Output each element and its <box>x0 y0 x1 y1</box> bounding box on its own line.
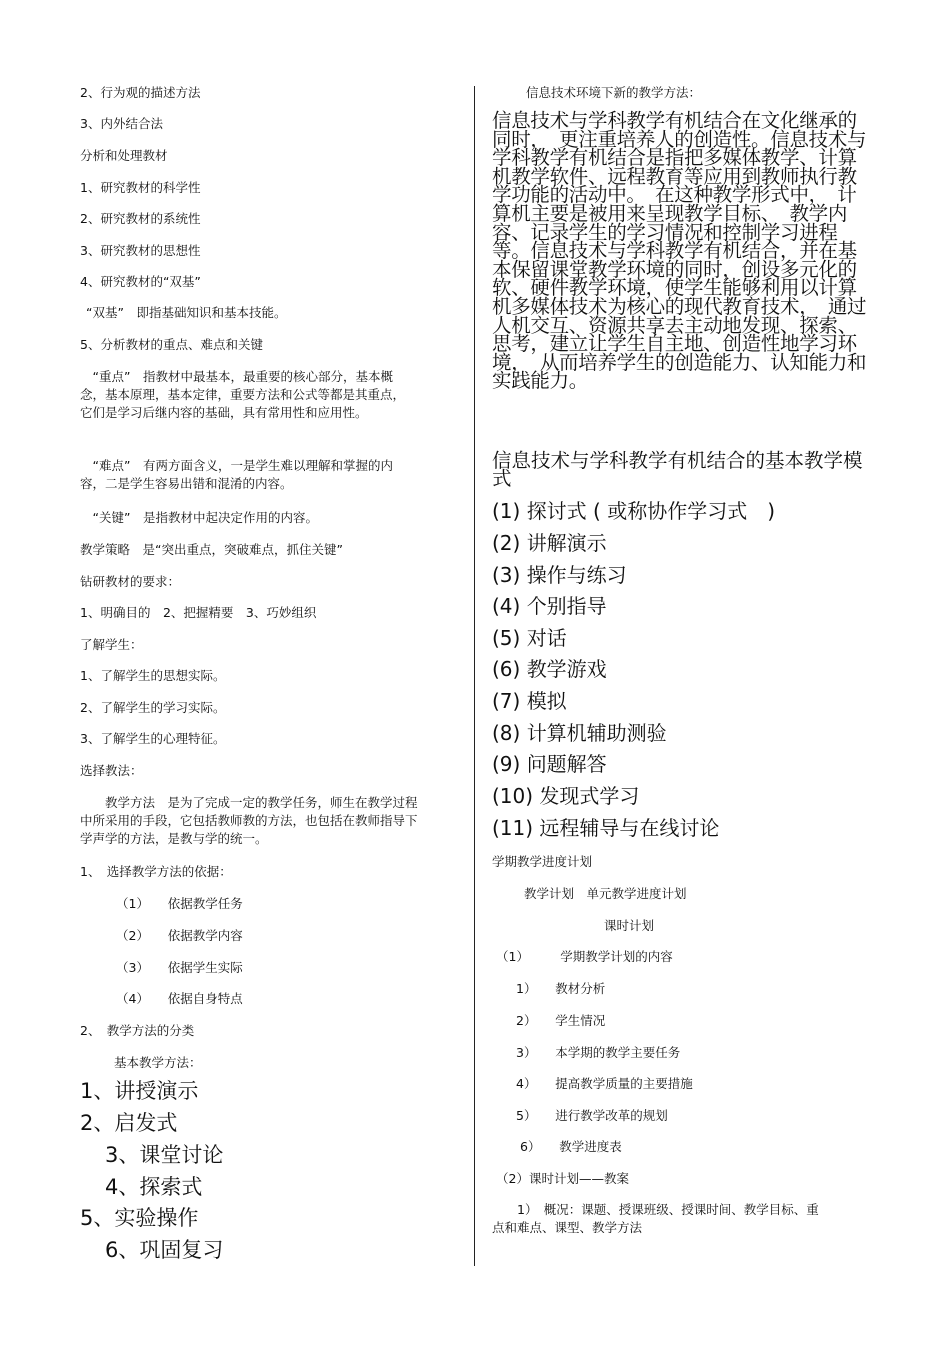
text-line: 教学计划 单元教学进度计划 <box>524 886 687 901</box>
method-item: 5、实验操作 <box>80 1206 199 1230</box>
text-line: 2、行为观的描述方法 <box>80 85 201 100</box>
list-item: （2） 依据教学内容 <box>116 928 243 943</box>
text-line: 1、明确目的 2、把握精要 3、巧妙组织 <box>80 605 317 620</box>
text-line: 课时计划 <box>604 918 655 933</box>
model-item: (6) 教学游戏 <box>492 657 607 681</box>
method-item: 3、课堂讨论 <box>105 1143 224 1167</box>
model-item: (8) 计算机辅助测验 <box>492 721 667 745</box>
list-item: 2） 学生情况 <box>516 1013 606 1028</box>
column-divider <box>474 86 475 1266</box>
list-item: （1） 依据教学任务 <box>116 896 243 911</box>
text-line: “关键” 是指教材中起决定作用的内容。 <box>80 510 318 525</box>
text-line: 选择教法： <box>80 763 143 778</box>
section-heading-models: 信息技术与学科教学有机结合的基本教学模式 <box>492 449 863 490</box>
method-item: 1、讲授演示 <box>80 1079 199 1103</box>
section-heading: 学期教学进度计划 <box>492 854 593 869</box>
model-item: (5) 对话 <box>492 626 567 650</box>
text-line: （1） 学期教学计划的内容 <box>496 949 673 964</box>
list-item: 4） 提高教学质量的主要措施 <box>516 1076 693 1091</box>
model-item: (7) 模拟 <box>492 689 567 713</box>
text-line: 3、内外结合法 <box>80 116 163 131</box>
text-line: 5、分析教材的重点、难点和关键 <box>80 337 263 352</box>
text-line: 了解学生： <box>80 637 143 652</box>
text-line: 1、了解学生的思想实际。 <box>80 668 226 683</box>
text-line: 2、了解学生的学习实际。 <box>80 700 226 715</box>
text-line: 3、了解学生的心理特征。 <box>80 731 226 746</box>
text-line: 教学策略 是“突出重点，突破难点，抓住关键” <box>80 542 343 557</box>
model-item: (1) 探讨式 ( 或称协作学习式 ) <box>492 499 776 523</box>
method-item: 6、巩固复习 <box>105 1238 224 1262</box>
model-item: (11) 远程辅导与在线讨论 <box>492 816 720 840</box>
text-line: 基本教学方法： <box>114 1055 202 1070</box>
list-item: （4） 依据自身特点 <box>116 991 243 1006</box>
text-line: 4、研究教材的“双基” <box>80 274 201 289</box>
model-item: (2) 讲解演示 <box>492 531 607 555</box>
text-line: 钻研教材的要求： <box>80 574 181 589</box>
list-item: 3） 本学期的教学主要任务 <box>516 1045 681 1060</box>
paragraph-difficult-points: “难点” 有两方面含义，一是学生难以理解和掌握的内容，二是学生容易出错和混淆的内容。 <box>80 458 393 491</box>
model-item: (10) 发现式学习 <box>492 784 640 808</box>
text-line: 2、 教学方法的分类 <box>80 1023 195 1038</box>
list-item: 5） 进行教学改革的规划 <box>516 1108 668 1123</box>
section-heading: 信息技术环境下新的教学方法： <box>526 85 702 100</box>
method-item: 4、探索式 <box>105 1175 203 1199</box>
list-item: 1） 教材分析 <box>516 981 606 996</box>
model-item: (4) 个别指导 <box>492 594 607 618</box>
list-item: （3） 依据学生实际 <box>116 960 243 975</box>
text-line: （2）课时计划——教案 <box>496 1171 629 1186</box>
paragraph-teaching-method: 教学方法 是为了完成一定的教学任务，师生在教学过程中所采用的手段，它包括教师教的方法，也包括在教师指导下学声学的方法，是教与学的统一。 <box>80 795 418 846</box>
text-line: 1、研究教材的科学性 <box>80 180 201 195</box>
method-item: 2、启发式 <box>80 1111 178 1135</box>
model-item: (3) 操作与练习 <box>492 563 627 587</box>
text-line: 1、 选择教学方法的依据： <box>80 864 232 879</box>
list-item: 6） 教学进度表 <box>520 1139 622 1154</box>
text-line: “双基” 即指基础知识和基本技能。 <box>86 305 287 320</box>
paragraph-key-points: “重点” 指教材中最基本，最重要的核心部分，基本概念，基本原理，基本定律，重要方法和公式等都是其重点，它们是学习后继内容的基础，具有常用性和应用性。 <box>80 369 406 420</box>
text-line: 2、研究教材的系统性 <box>80 211 201 226</box>
paragraph-lesson-plan: 1） 概况：课题、授课班级、授课时间、教学目标、重点和难点、课型、教学方法 <box>492 1202 819 1235</box>
section-heading: 分析和处理教材 <box>80 148 168 163</box>
text-line: 3、研究教材的思想性 <box>80 243 201 258</box>
model-item: (9) 问题解答 <box>492 752 607 776</box>
paragraph-it-integration: 信息技术与学科教学有机结合在文化继承的同时， 更注重培养人的创造性。信息技术与学科教学有机结合是指把多媒体教学、计算机教学软件、远程教育等应用到教师执行教学功能的活动中。 在这种教学形式中， 计算机主要是被用来呈现教学目标、 教学内容、记录学生的学习情况和控制学习进程等。信息技术与学科教学有机结合，并在基本保留课堂教学环境的同时，创设多元化的软、硬件教学环境，使学生能够利用以计算机多媒体技术为核心的现代教育技术， 通过人机交互、资源共享去主动地发现、探索、思考，建立让学生自主地、创造性地学习环境， 从而培养学生的创造能力、认知能力和实践能力。 <box>492 109 867 393</box>
